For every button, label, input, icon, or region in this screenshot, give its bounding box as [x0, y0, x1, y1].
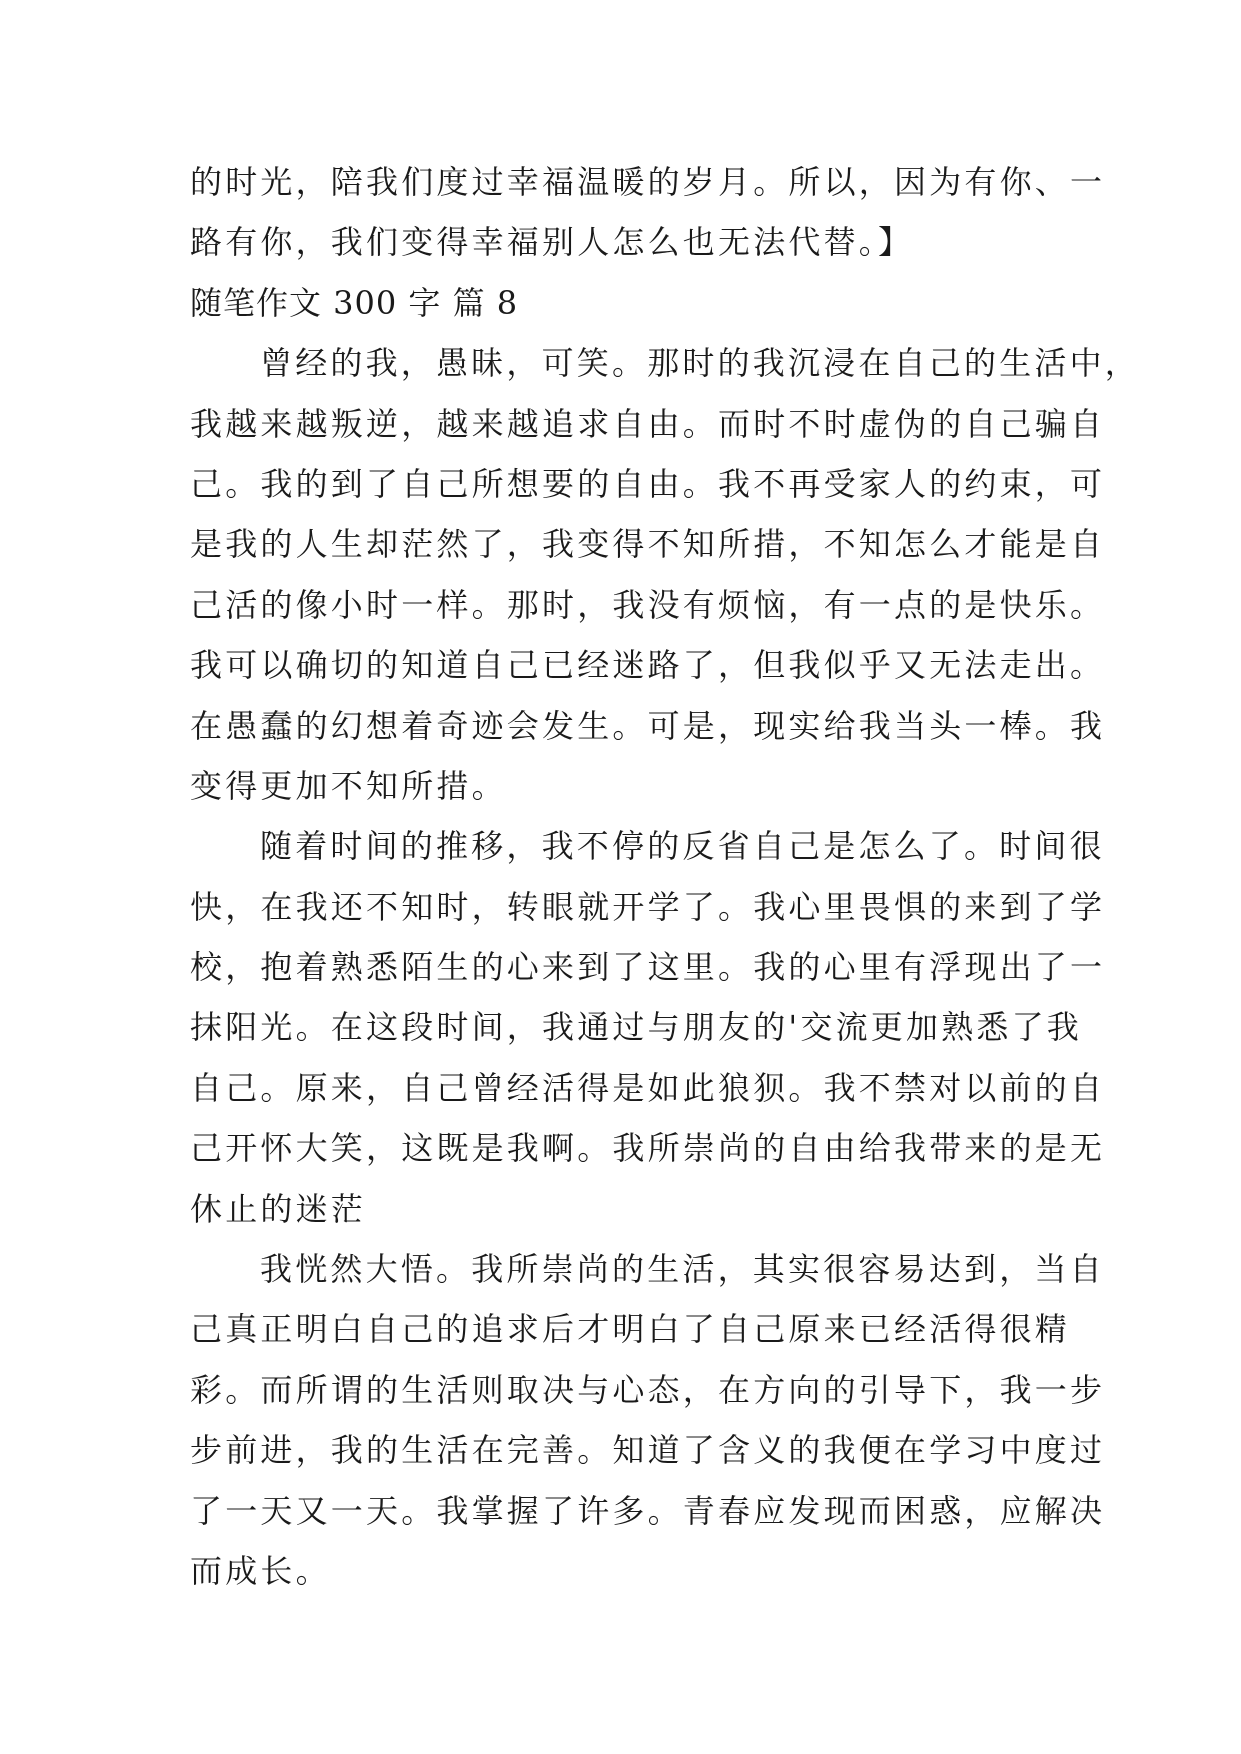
- text-line: 是我的人生却茫然了，我变得不知所措，不知怎么才能是自: [190, 525, 1106, 564]
- intro-paragraph: [190, 152, 1106, 273]
- text-line: 了一天又一天。我掌握了许多。青春应发现而困惑，应解决: [190, 1491, 1106, 1530]
- text-line: 我越来越叛逆，越来越追求自由。而时不时虚伪的自己骗自: [190, 404, 1106, 443]
- text-line: 校，抱着熟悉陌生的心来到了这里。我的心里有浮现出了一: [190, 948, 1106, 987]
- text-line: 而成长。: [190, 1551, 331, 1590]
- text-line: 己活的像小时一样。那时，我没有烦恼，有一点的是快乐。: [190, 585, 1106, 624]
- document-body: [190, 152, 1141, 1601]
- text-line: 快，在我还不知时，转眼就开学了。我心里畏惧的来到了学: [190, 887, 1106, 926]
- section-title: 随笔作文 300 字 篇 8: [190, 283, 519, 322]
- text-line: 步前进，我的生活在完善。知道了含义的我便在学习中度过: [190, 1431, 1106, 1470]
- text-line: 在愚蠢的幻想着奇迹会发生。可是，现实给我当头一棒。我: [190, 706, 1106, 745]
- text-line: 我恍然大悟。我所崇尚的生活，其实很容易达到，当自: [260, 1250, 1105, 1289]
- text-line: 自己。原来，自己曾经活得是如此狼狈。我不禁对以前的自: [190, 1068, 1106, 1107]
- text-line: 变得更加不知所措。: [190, 766, 507, 805]
- text-line: 路有你，我们变得幸福别人怎么也无法代替。】: [190, 223, 914, 262]
- text-line: 抹阳光。在这段时间，我通过与朋友的'交流更加熟悉了我: [190, 1008, 1082, 1047]
- text-line: 彩。而所谓的生活则取决与心态，在方向的引导下，我一步: [190, 1370, 1106, 1409]
- paragraph-1: [190, 333, 1141, 816]
- text-line: 休止的迷茫: [190, 1189, 367, 1228]
- text-line: 我可以确切的知道自己已经迷路了，但我似乎又无法走出。: [190, 646, 1106, 685]
- text-line: 曾经的我，愚昧，可笑。那时的我沉浸在自己的生活中，: [260, 344, 1141, 383]
- paragraph-3: [190, 1239, 1106, 1601]
- text-line: 己真正明白自己的追求后才明白了自己原来已经活得很精: [190, 1310, 1071, 1349]
- text-line: 己。我的到了自己所想要的自由。我不再受家人的约束，可: [190, 464, 1106, 503]
- text-line: 的时光，陪我们度过幸福温暖的岁月。所以，因为有你、一: [190, 163, 1106, 201]
- paragraph-2: [190, 816, 1106, 1239]
- text-line: 随着时间的推移，我不停的反省自己是怎么了。时间很: [260, 827, 1105, 866]
- text-line: 己开怀大笑，这既是我啊。我所崇尚的自由给我带来的是无: [190, 1129, 1106, 1168]
